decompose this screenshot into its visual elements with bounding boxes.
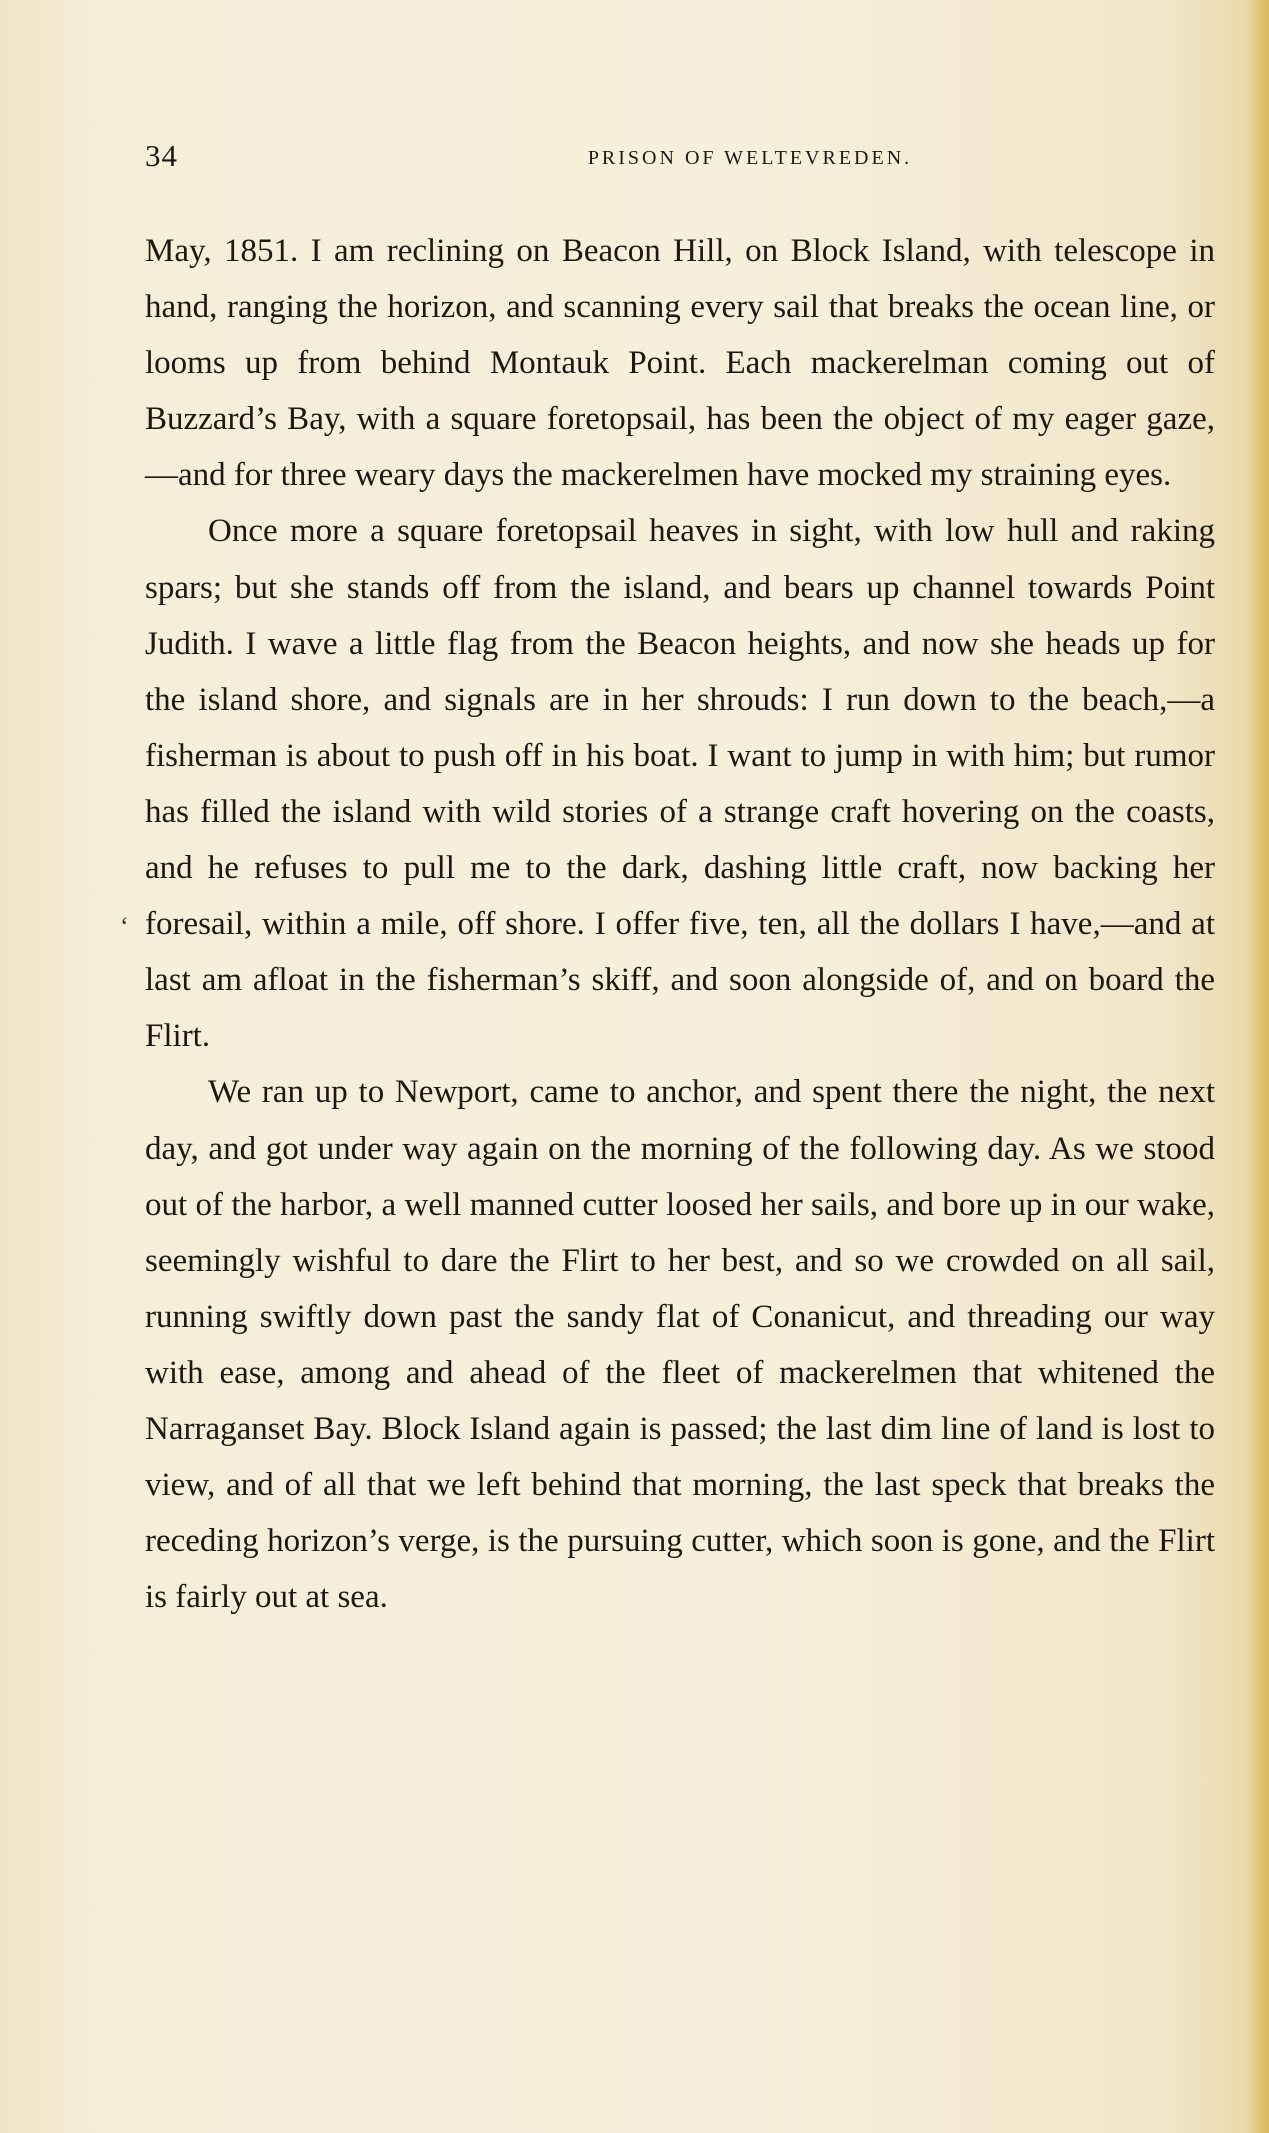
running-head xyxy=(145,138,1219,178)
page-number: 34 xyxy=(145,138,178,173)
paragraph-3: We ran up to Newport, came to anchor, and spent there the night, the next day, and got under way again on the morning of the following day. As we stood out of the harbor, a well manned cutter loosed her sails, and bore up in our wake, seemingly wishful to dare the Flirt to her best, and so we crowded on all sail, running swiftly down past the sandy flat of Conanicut, and threading our way with ease, among and ahead of the fleet of mackerelmen that whitened the Narraganset Bay. Block Island again is passed; the last dim line of land is lost to view, and of all that we left behind that morning, the last speck that breaks the receding horizon’s verge, is the pursuing cutter, which soon is gone, and the Flirt is fairly out at sea. xyxy=(145,1074,1215,1616)
margin-mark: ‘ xyxy=(120,912,129,941)
body-text xyxy=(145,223,1215,1625)
page-edge-shadow xyxy=(1245,0,1269,2133)
paragraph-1: May, 1851. I am reclining on Beacon Hill, on Block Island, with telescope in hand, ranging the horizon, and scanning every sail that breaks the ocean line, or looms up from behind Montauk Point. Each mackerelman coming out of Buzzard’s Bay, with a square foretopsail, has been the object of my eager gaze, —and for three weary days the mackerelmen have mocked my straining eyes. xyxy=(145,233,1215,494)
paragraph-2: Once more a square foretopsail heaves in sight, with low hull and raking spars; but she stands off from the island, and bears up channel towards Point Judith. I wave a little flag from the Beacon heights, and now she heads up for the island shore, and signals are in her shrouds: I run down to the beach,—a fisherman is about to push off in his boat. I want to jump in with him; but rumor has filled the island with wild stories of a strange craft hovering on the coasts, and he refuses to pull me to the dark, dashing little craft, now backing her foresail, within a mile, off shore. I offer five, ten, all the dollars I have,—and at last am afloat in the fisherman’s skiff, and soon alongside of, and on board the Flirt. xyxy=(145,513,1215,1055)
running-title: PRISON OF WELTEVREDEN. xyxy=(587,147,913,169)
